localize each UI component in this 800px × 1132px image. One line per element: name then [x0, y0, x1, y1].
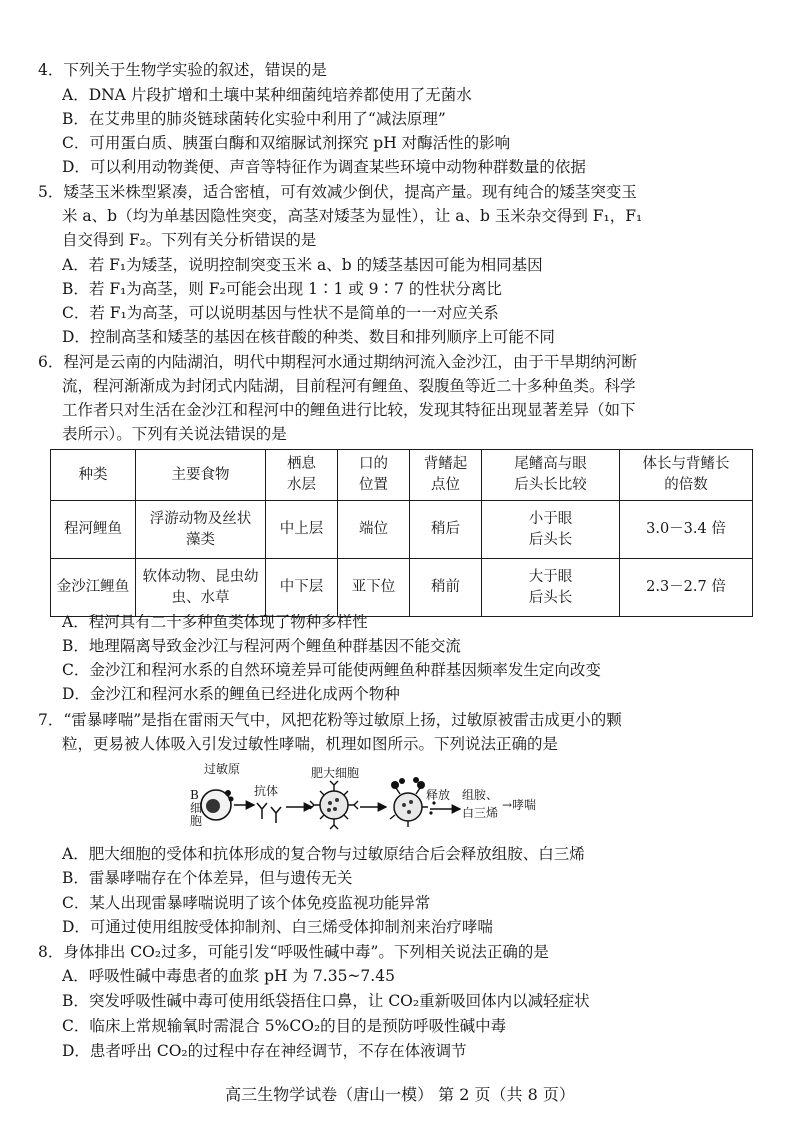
option-a: A．肥大细胞的受体和抗体形成的复合物与过敏原结合后会释放组胺、白三烯 — [62, 845, 585, 863]
table-cell: 金沙江鲤鱼 — [51, 559, 136, 617]
header-tail-fin-comparison: 尾鳍高与眼 后头长比较 — [482, 450, 620, 501]
mast-cell-icon — [310, 781, 358, 829]
question-stem-continued: 米 a、b（均为单基因隐性突变，高茎对矮茎为显性），让 a、b 玉米杂交得到 F₁，F₁ — [62, 207, 643, 225]
option-a: A．程河具有二十多种鱼类体现了物种多样性 — [62, 613, 368, 631]
allergen-icon — [225, 790, 231, 796]
table-cell: 3.0－3.4 倍 — [620, 501, 753, 559]
table-header-row — [51, 450, 753, 501]
activated-mast-cell-icon — [390, 777, 436, 827]
header-dorsal-fin-origin: 背鳍起 点位 — [410, 450, 482, 501]
option-c: C．金沙江和程河水系的自然环境差异可能使两鲤鱼种群基因频率发生定向改变 — [62, 661, 601, 679]
option-d: D．患者呼出 CO₂的过程中存在神经调节，不存在体液调节 — [62, 1042, 467, 1060]
carp-comparison-table — [50, 449, 753, 617]
option-c: C．临床上常规输氧时需混合 5%CO₂的目的是预防呼吸性碱中毒 — [62, 1017, 507, 1035]
option-c: C．若 F₁为高茎，可以说明基因与性状不是简单的一一对应关系 — [62, 304, 499, 322]
option-d: D．控制高茎和矮茎的基因在核苷酸的种类、数目和排列顺序上可能不同 — [62, 328, 555, 346]
option-c: C．某人出现雷暴哮喘说明了该个体免疫监视功能异常 — [62, 894, 431, 912]
option-b: B．雷暴哮喘存在个体差异，但与遗传无关 — [62, 869, 353, 887]
table-cell: 稍前 — [410, 559, 482, 617]
option-c: C．可用蛋白质、胰蛋白酶和双缩脲试剂探究 pH 对酶活性的影响 — [62, 134, 511, 152]
leukotriene-label: 白三烯 — [462, 806, 499, 820]
question-stem-continued: 粒，更易被人体吸入引发过敏性哮喘，机理如图所示。下列说法正确的是 — [62, 735, 559, 753]
table-cell: 中下层 — [266, 559, 338, 617]
allergen-label: 过敏原 — [204, 762, 241, 776]
asthma-label: →哮喘 — [502, 798, 537, 812]
question-stem: 8．身体排出 CO₂过多，可能引发“呼吸性碱中毒”。下列相关说法正确的是 — [38, 943, 549, 961]
b-cell-label: B细胞 — [190, 788, 203, 828]
question-stem: 6．程河是云南的内陆湖泊，明代中期程河水通过期纳河流入金沙江，由于干旱期纳河断 — [38, 353, 637, 371]
header-habitat-layer: 栖息 水层 — [266, 450, 338, 501]
option-b: B．突发呼吸性碱中毒可使用纸袋捂住口鼻，让 CO₂重新吸回体内以减轻症状 — [62, 992, 590, 1010]
mast-cell-label: 肥大细胞 — [311, 766, 360, 780]
question-stem: 7．“雷暴哮喘”是指在雷雨天气中，风把花粉等过敏原上扬，过敏原被雷击成更小的颗 — [38, 711, 622, 729]
histamine-label: 组胺、 — [462, 788, 499, 802]
question-stem: 5．矮茎玉米株型紧凑，适合密植，可有效减少倒伏，提高产量。现有纯合的矮茎突变玉 — [38, 183, 637, 201]
table-cell: 端位 — [338, 501, 410, 559]
release-label: 释放 — [426, 788, 451, 802]
option-b: B．地理隔离导致金沙江与程河两个鲤鱼种群基因不能交流 — [62, 637, 461, 655]
option-a: A．呼吸性碱中毒患者的血浆 pH 为 7.35~7.45 — [62, 967, 395, 985]
antibody-icon — [257, 803, 281, 823]
antibody-label: 抗体 — [254, 784, 279, 798]
option-b: B．若 F₁为高茎，则 F₂可能会出现 1∶1 或 9∶7 的性状分离比 — [62, 280, 502, 298]
option-d: D．金沙江和程河水系的鲤鱼已经进化成两个物种 — [62, 685, 400, 703]
table-cell: 亚下位 — [338, 559, 410, 617]
question-stem-continued: 表所示）。下列有关说法错误的是 — [62, 425, 287, 443]
header-main-food: 主要食物 — [136, 450, 266, 501]
option-a: A．若 F₁为矮茎，说明控制突变玉米 a、b 的矮茎基因可能为相同基因 — [62, 256, 543, 274]
table-row — [51, 501, 753, 559]
option-d: D．可以利用动物粪便、声音等特征作为调查某些环境中动物种群数量的依据 — [62, 158, 586, 176]
question-stem-continued: 自交得到 F₂。下列有关分析错误的是 — [62, 231, 317, 249]
header-species: 种类 — [51, 450, 136, 501]
option-a: A．DNA 片段扩增和土壤中某种细菌纯培养都使用了无菌水 — [62, 86, 472, 104]
table-cell: 稍后 — [410, 501, 482, 559]
table-cell: 大于眼 后头长 — [482, 559, 620, 617]
question-stem-continued: 流，程河渐渐成为封闭式内陆湖，目前程河有鲤鱼、裂腹鱼等近二十多种鱼类。科学 — [62, 377, 636, 395]
option-b: B．在艾弗里的肺炎链球菌转化实验中利用了“减法原理” — [62, 110, 446, 128]
allergen-icon — [229, 797, 234, 802]
asthma-mechanism-diagram — [190, 763, 550, 839]
table-cell: 程河鲤鱼 — [51, 501, 136, 559]
question-stem: 4．下列关于生物学实验的叙述，错误的是 — [38, 61, 327, 79]
option-d: D．可通过使用组胺受体抑制剂、白三烯受体抑制剂来治疗哮喘 — [62, 918, 493, 936]
table-cell: 小于眼 后头长 — [482, 501, 620, 559]
page-footer: 高三生物学试卷（唐山一模） 第 2 页（共 8 页） — [225, 1085, 575, 1104]
b-cell-nucleus-icon — [206, 799, 220, 813]
table-cell: 2.3－2.7 倍 — [620, 559, 753, 617]
table-cell: 浮游动物及丝状 藻类 — [136, 501, 266, 559]
table-cell: 软体动物、昆虫幼 虫、水草 — [136, 559, 266, 617]
table-cell: 中上层 — [266, 501, 338, 559]
header-length-ratio: 体长与背鳍长 的倍数 — [620, 450, 753, 501]
table-row — [51, 559, 753, 617]
header-mouth-position: 口的 位置 — [338, 450, 410, 501]
question-stem-continued: 工作者只对生活在金沙江和程河中的鲤鱼进行比较，发现其特征出现显著差异（如下 — [62, 401, 636, 419]
